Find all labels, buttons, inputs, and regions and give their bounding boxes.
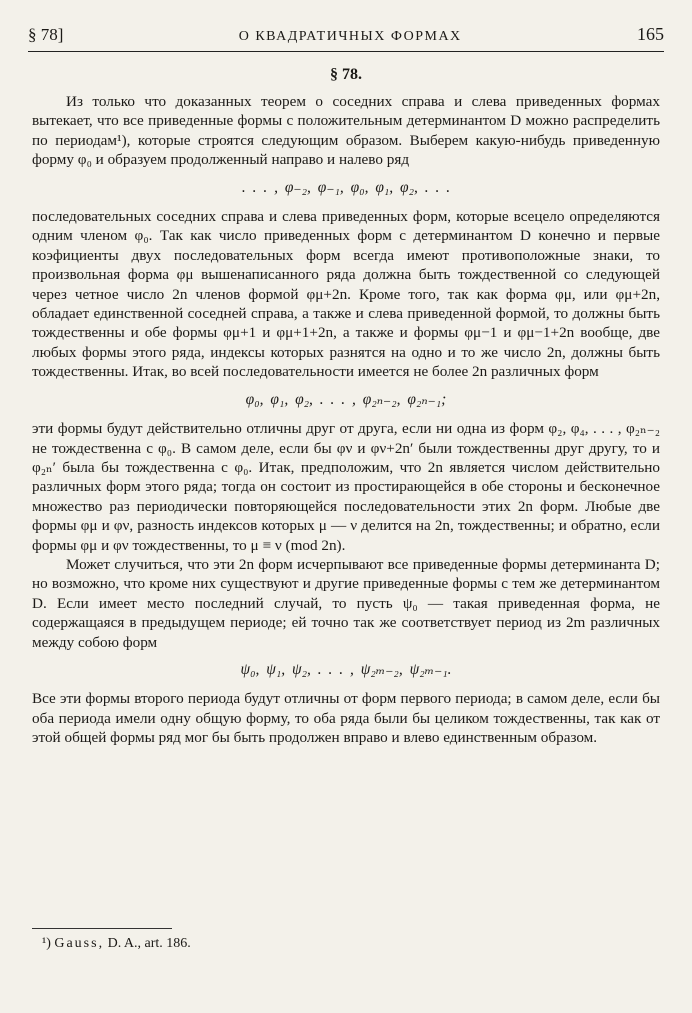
footnote <box>42 936 191 952</box>
formula: ψ₀, ψ₁, ψ₂, . . . , ψ₂ₘ₋₂, ψ₂ₘ₋₁. <box>240 660 452 678</box>
paragraph: Все эти формы второго периода будут отличны от форм первого периода; в самом деле, если бы оба периода имели одну общую форму, то оба ряда были бы целиком тождественны, так как от этой общей формы ряд мог бы быть продолжен вправо и влево единственным образом. <box>32 690 660 747</box>
paragraph: последовательных соседних справа и слева приведенных форм, которые всецело определяются одним членом φ₀. Так как число приведенных форм с детерминантом D конечно и первые коэфициенты двух последовательных форм всегда имеют противоположные знаки, то произвольная форма φμ вышенаписанного ряда должна быть тождественной со следующей через четное число 2n членов формой φμ+2n. Кроме того, так как форма φμ, или φμ+2n, обладает единственной соседней справа, а также и слева приведенной формой, то должны быть тождественны и обе формы φμ+1 и φμ+1+2n, а также и формы φμ−1 и φμ−1+2n вообще, две любых формы этого ряда, индексы которых разнятся на одно и то же число 2n, должны быть тождественны. Итак, во всей последовательности имеется не более 2n различных форм <box>32 208 660 381</box>
section-heading: § 78. <box>330 66 362 83</box>
formula: . . . , φ₋₂, φ₋₁, φ₀, φ₁, φ₂, . . . <box>241 178 451 196</box>
paragraph: эти формы будут действительно отличны друг от друга, если ни одна из форм φ₂, φ₄, . . . , φ₂ₙ₋₂ не тождественна с φ₀. В самом деле, если бы φν и φν+2n′ были тождественны друг другу, то и φ₂ₙ′ была бы тождественна с φ₀. Итак, предположим, что 2n является числом действительно различных форм этого ряда; тогда он состоит из простирающейся в обе стороны и бесконечное множество раз периодически повторяющейся последовательности этих 2n форм. Любые две формы φμ и φν, разность индексов которых μ — ν делится на 2n, тождественны; и обратно, если формы φμ и φν тождественны, то μ ≡ ν (mod 2n). <box>32 420 660 554</box>
section-reference: § 78] <box>28 25 64 44</box>
page-number: 165 <box>636 24 664 44</box>
footnote-text: D. A., art. 186. <box>107 936 191 951</box>
paragraph: Из только что доказанных теорем о соседних справа и слева приведенных формах вытекает, что все приведенные формы с положительным детерминантом D можно распределить по периодам¹), которые строятся следующим образом. Выберем какую-нибудь приведенную форму φ₀ и образуем продолженный направо и налево ряд <box>32 93 660 169</box>
footnote-author: Gauss, <box>54 936 105 951</box>
running-title: О КВАДРАТИЧНЫХ ФОРМАХ <box>238 29 462 44</box>
footnote-divider <box>32 928 172 929</box>
body-text <box>32 92 660 748</box>
running-header <box>28 24 664 52</box>
formula: φ₀, φ₁, φ₂, . . . , φ₂ₙ₋₂, φ₂ₙ₋₁; <box>245 390 447 408</box>
paragraph: Может случиться, что эти 2n форм исчерпывают все приведенные формы детерминанта D; но возможно, что кроме них существуют и другие приведенные формы с тем же детерминантом D. Если имеет место последний случай, то пусть ψ₀ — такая приведенная форма, не содержащаяся в предыдущем периоде; ей точно так же соответствует период из 2m различных между собою форм <box>32 555 660 651</box>
footnote-marker: ¹) <box>42 936 51 951</box>
